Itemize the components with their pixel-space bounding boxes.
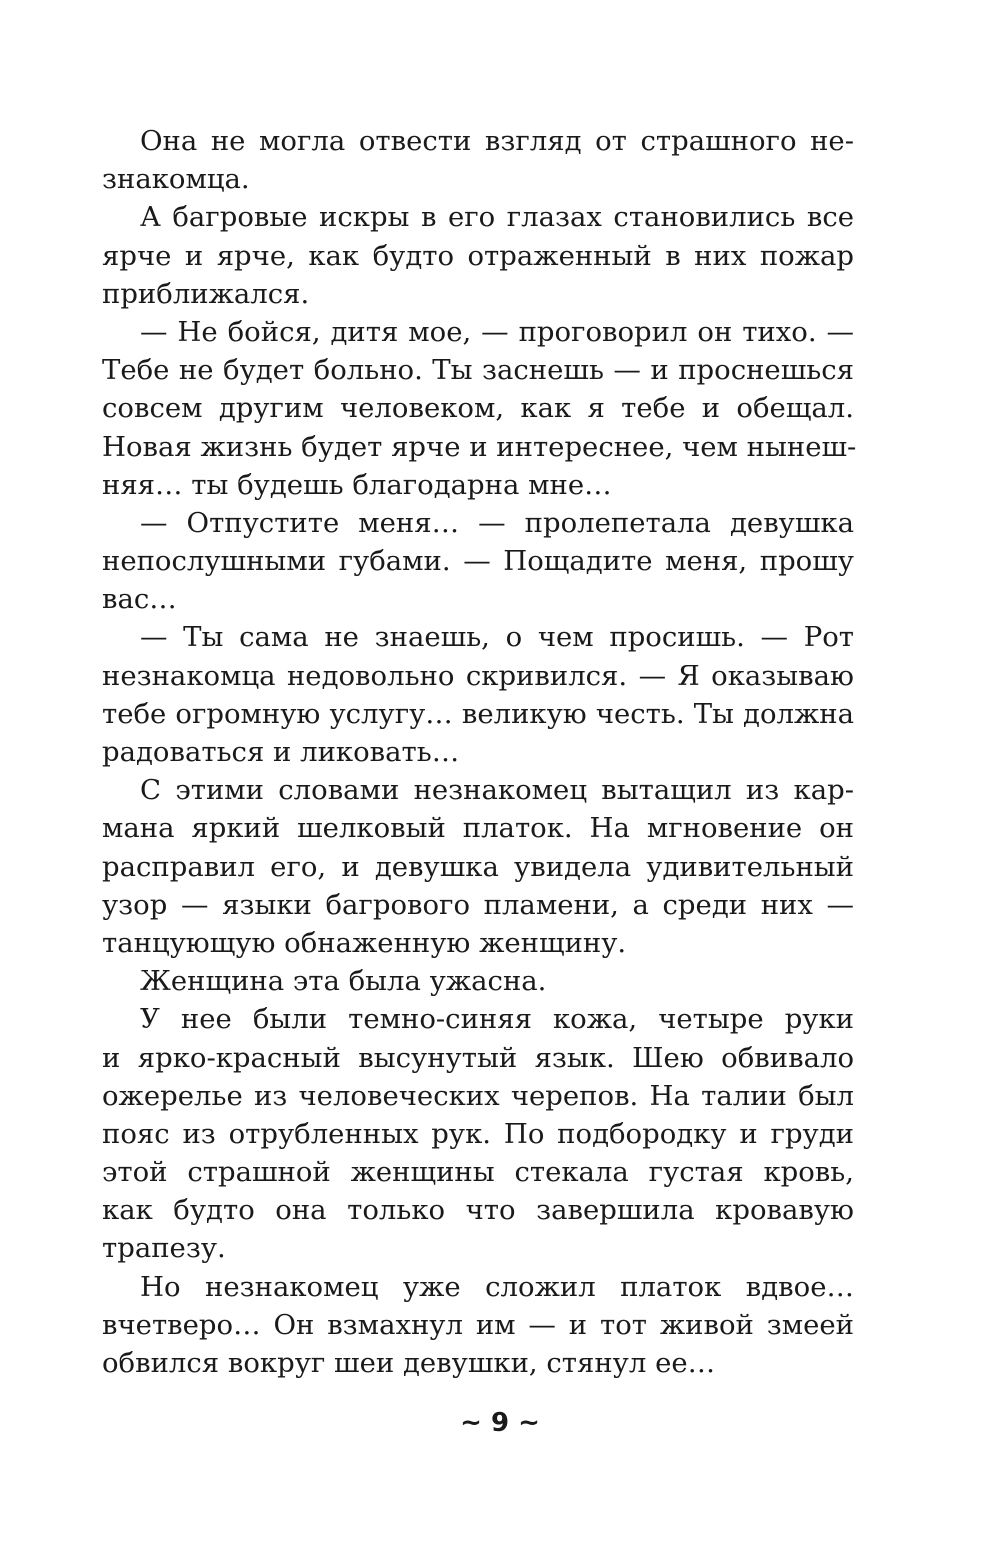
text-line: радоваться и ликовать…	[102, 736, 460, 768]
text-line: мана яркий шелковый платок. На мгновение он	[102, 812, 854, 845]
text-line: расправил его, и девушка увидела удивительный	[102, 850, 854, 883]
text-line: — Не бойся, дитя мое, — проговорил он тихо. —	[140, 315, 854, 348]
text-line: — Ты сама не знаешь, о чем просишь. — Рот	[140, 621, 854, 654]
text-line: узор — языки багрового пламени, а среди них —	[102, 888, 854, 921]
text-line: приближался.	[102, 277, 310, 310]
text-line: У нее были темно-синяя кожа, четыре руки	[140, 1003, 854, 1036]
body-text	[102, 122, 857, 1382]
text-line: трапезу.	[102, 1232, 226, 1265]
page-number: ~ 9 ~	[460, 1408, 540, 1438]
text-line: этой страшной женщины стекала густая кровь,	[102, 1156, 854, 1189]
text-line: А багровые искры в его глазах становились все	[140, 201, 854, 234]
text-line: ярче и ярче, как будто отраженный в них пожар	[102, 239, 854, 272]
text-line: совсем другим человеком, как я тебе и обещал.	[102, 392, 854, 425]
text-line: тебе огромную услугу… великую честь. Ты должна	[102, 697, 854, 730]
text-line: няя… ты будешь благодарна мне…	[102, 468, 612, 501]
text-line: вчетверо… Он взмахнул им — и тот живой змеей	[102, 1308, 854, 1341]
text-line: Она не могла отвести взгляд от страшного не-	[140, 125, 854, 157]
text-line: С этими словами незнакомец вытащил из кар-	[140, 774, 854, 807]
text-line: знакомца.	[102, 163, 250, 196]
text-line: обвился вокруг шеи девушки, стянул ее…	[102, 1347, 716, 1379]
text-line: ожерелье из человеческих черепов. На талии был	[102, 1079, 854, 1112]
text-line: пояс из отрубленных рук. По подбородку и груди	[102, 1117, 854, 1150]
text-line: как будто она только что завершила кровавую	[102, 1194, 854, 1227]
text-line: Новая жизнь будет ярче и интереснее, чем нынеш-	[102, 430, 857, 463]
text-line: непослушными губами. — Пощадите меня, прошу	[102, 545, 854, 578]
text-line: Тебе не будет больно. Ты заснешь — и проснешься	[102, 354, 854, 387]
text-line: незнакомца недовольно скривился. — Я оказываю	[102, 659, 854, 692]
text-line: Женщина эта была ужасна.	[140, 965, 547, 998]
text-line: танцующую обнаженную женщину.	[102, 926, 627, 959]
text-line: вас…	[102, 583, 177, 616]
text-line: — Отпустите меня… — пролепетала девушка	[140, 506, 854, 539]
text-line: Но незнакомец уже сложил платок вдвое…	[140, 1270, 854, 1303]
text-line: и ярко-красный высунутый язык. Шею обвивало	[102, 1041, 854, 1074]
